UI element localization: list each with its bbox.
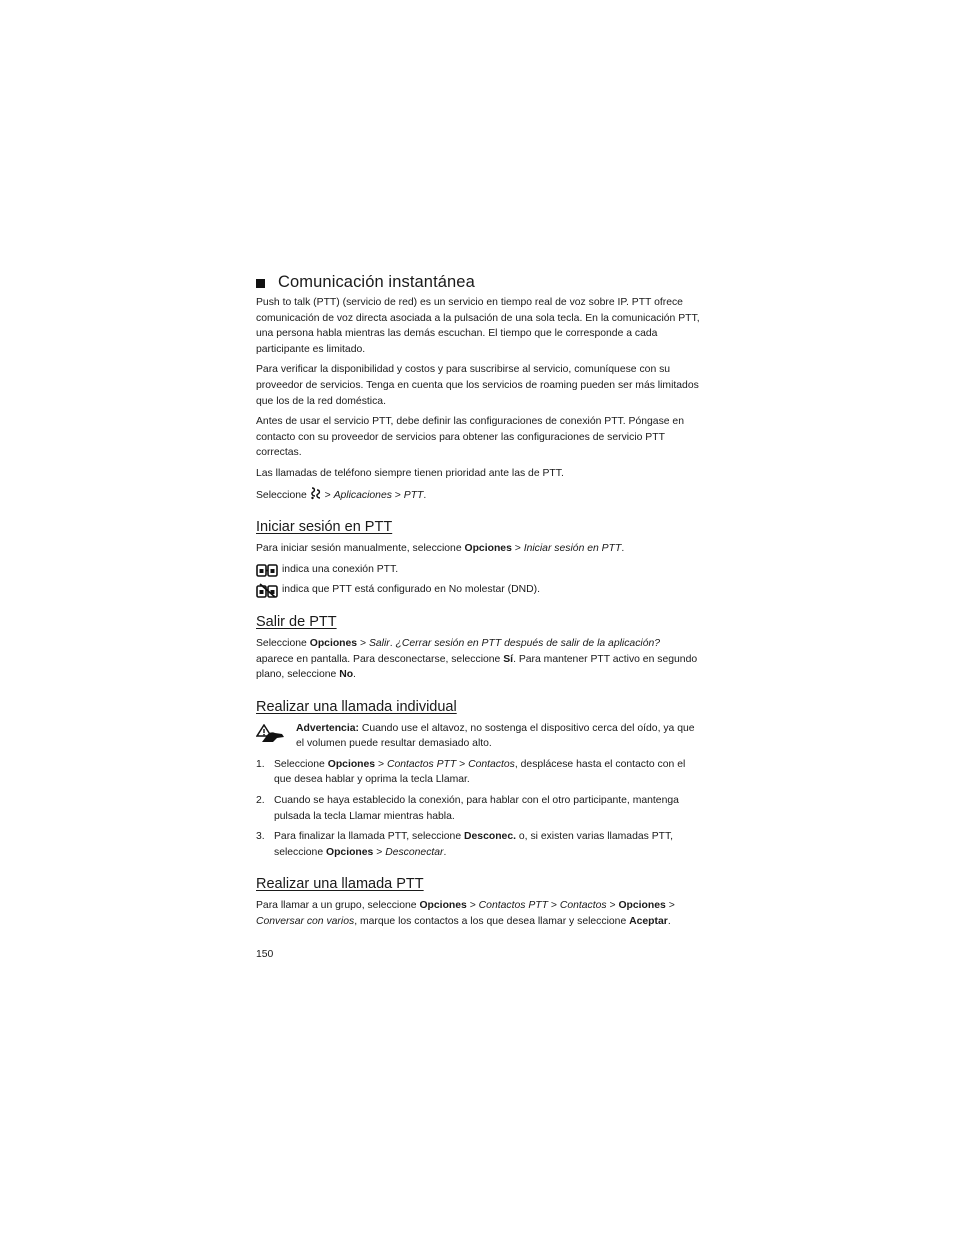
list-item: 2. Cuando se haya establecido la conexión, para hablar con el otro participante, mantenga pulsada la tecla Llamar mientras habla.	[256, 795, 679, 822]
logout-paragraph: Seleccione Opciones > Salir. ¿Cerrar sesión en PTT después de salir de la aplicación? aparece en pantalla. Para desconectarse, seleccione Sí. Para mantener PTT activo en segundo plano, seleccione No.	[256, 637, 698, 681]
section-title: Comunicación instantánea	[278, 273, 475, 291]
page-number: 150	[256, 949, 274, 960]
ptt-connection-icon	[256, 563, 278, 577]
section-title-row	[256, 271, 700, 293]
login-paragraph: Para iniciar sesión manualmente, seleccione Opciones > Iniciar sesión en PTT.	[256, 543, 625, 555]
login-heading: Iniciar sesión en PTT	[256, 519, 393, 536]
ptt-connection-line: indica una conexión PTT.	[256, 562, 700, 578]
select-path-paragraph: Seleccione > Aplicaciones > PTT.	[256, 487, 700, 504]
menu-key-icon	[310, 487, 322, 500]
intro-paragraph: Push to talk (PTT) (servicio de red) es un servicio en tiempo real de voz sobre IP. PTT ofrece comunicación de voz directa asociada a la pulsación de una sola tecla. En la comunicación PTT, una persona habla mientras las demás escuchan. El tiempo que le corresponde a cada participante es limitado.	[256, 297, 700, 355]
group-call-paragraph: Para llamar a un grupo, seleccione Opciones > Contactos PTT > Contactos > Opciones > Conversar con varios, marque los contactos a los que desea llamar y seleccione Aceptar.	[256, 900, 675, 928]
individual-steps	[256, 757, 700, 861]
warning-text: Advertencia: Cuando use el altavoz, no sostenga el dispositivo cerca del oído, ya que el volumen puede resultar demasiado alto.	[296, 722, 695, 750]
group-call-heading: Realizar una llamada PTT	[256, 876, 424, 893]
individual-call-heading: Realizar una llamada individual	[256, 698, 457, 715]
warning-block	[256, 721, 700, 752]
availability-paragraph: Para verificar la disponibilidad y costos y para suscribirse al servicio, comuníquese con su proveedor de servicios. Tenga en cuenta que los servicios de roaming pueden ser más limitados que los de la red doméstica.	[256, 364, 699, 407]
page-content	[256, 271, 700, 930]
list-item: 1. Seleccione Opciones > Contactos PTT > Contactos, desplácese hasta el contacto con el que desea hablar y oprima la tecla Llamar.	[256, 758, 686, 786]
settings-paragraph: Antes de usar el servicio PTT, debe definir las configuraciones de conexión PTT. Póngase en contacto con su proveedor de servicios para obtener las configuraciones de servicio PTT correctas.	[256, 416, 684, 459]
priority-paragraph: Las llamadas de teléfono siempre tienen prioridad ante las de PTT.	[256, 467, 564, 479]
ptt-dnd-icon	[256, 583, 278, 598]
square-bullet-icon	[256, 279, 265, 288]
list-item: 3. Para finalizar la llamada PTT, seleccione Desconec. o, si existen varias llamadas PTT, seleccione Opciones > Desconectar.	[256, 831, 674, 858]
ptt-dnd-line: indica que PTT está configurado en No molestar (DND).	[256, 582, 700, 598]
warning-hand-icon	[256, 724, 286, 744]
logout-heading: Salir de PTT	[256, 613, 337, 630]
